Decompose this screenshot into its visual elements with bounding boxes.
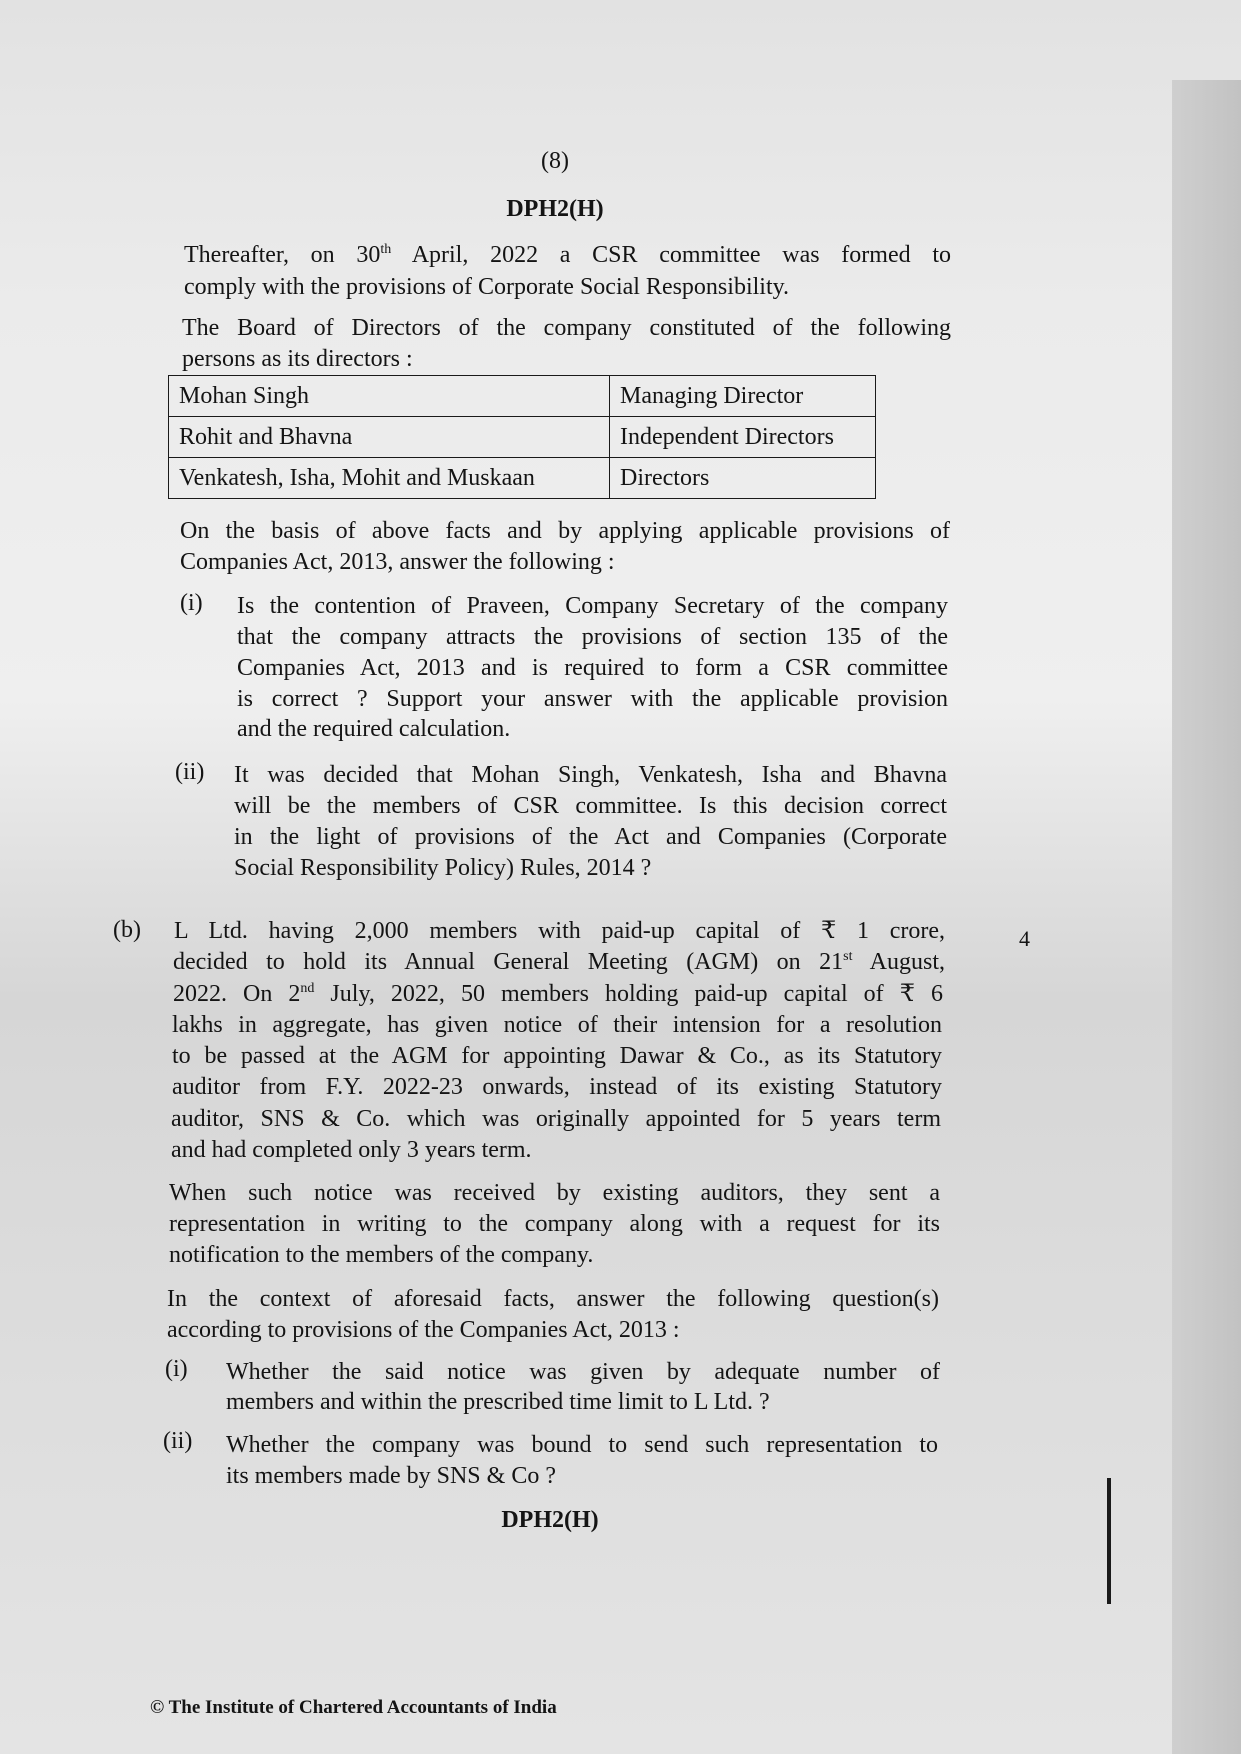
part-b-para1-line: auditor from F.Y. 2022-23 onwards, instead of its existing Statutory xyxy=(172,1074,942,1100)
part-b-label: (b) xyxy=(113,917,141,943)
director-name: Venkatesh, Isha, Mohit and Muskaan xyxy=(169,458,610,499)
basis-line-1: On the basis of above facts and by applying applicable provisions of xyxy=(180,518,950,544)
part-b-para3-line: according to provisions of the Companies Act, 2013 : xyxy=(167,1317,680,1343)
marks: 4 xyxy=(1019,926,1030,951)
part-b-para2-line: representation in writing to the company along with a request for its xyxy=(169,1211,940,1237)
part-b-para3-line: In the context of aforesaid facts, answer the following question(s) xyxy=(167,1286,939,1312)
question-a-ii-line: will be the members of CSR committee. Is this decision correct xyxy=(234,793,947,819)
intro-line-3: The Board of Directors of the company constituted of the following xyxy=(182,315,951,341)
question-b-ii-line: Whether the company was bound to send such representation to xyxy=(226,1432,938,1458)
question-a-i-line: is correct ? Support your answer with the applicable provision xyxy=(237,686,948,712)
copyright-notice: © The Institute of Chartered Accountants of India xyxy=(150,1697,557,1718)
directors-table xyxy=(168,375,876,499)
paper-code: DPH2(H) xyxy=(506,196,604,222)
basis-line-2: Companies Act, 2013, answer the following : xyxy=(180,549,615,575)
question-label: (i) xyxy=(165,1356,188,1382)
question-a-ii-line: in the light of provisions of the Act and Companies (Corporate xyxy=(234,824,947,850)
question-a-i-line: Is the contention of Praveen, Company Secretary of the company xyxy=(237,593,948,619)
part-b-para1-line: to be passed at the AGM for appointing Dawar & Co., as its Statutory xyxy=(172,1043,942,1069)
question-b-i-line: members and within the prescribed time limit to L Ltd. ? xyxy=(226,1389,770,1415)
margin-mark xyxy=(1107,1478,1111,1604)
table-row xyxy=(169,376,876,417)
table-row xyxy=(169,458,876,499)
question-label: (ii) xyxy=(163,1428,193,1454)
director-role: Independent Directors xyxy=(610,417,876,458)
part-b-para1-line: 2022. On 2nd July, 2022, 50 members holding paid-up capital of ₹ 6 xyxy=(173,981,943,1007)
part-b-para1-line: auditor, SNS & Co. which was originally appointed for 5 years term xyxy=(171,1106,941,1132)
question-a-ii-line: It was decided that Mohan Singh, Venkatesh, Isha and Bhavna xyxy=(234,762,947,788)
director-name: Rohit and Bhavna xyxy=(169,417,610,458)
table-row xyxy=(169,417,876,458)
director-role: Directors xyxy=(610,458,876,499)
part-b-para2-line: notification to the members of the company. xyxy=(169,1242,594,1268)
part-b-para1-line: L Ltd. having 2,000 members with paid-up capital of ₹ 1 crore, xyxy=(174,918,945,944)
intro-line-1: Thereafter, on 30th April, 2022 a CSR committee was formed to xyxy=(184,242,952,268)
intro-line-4: persons as its directors : xyxy=(182,346,413,372)
question-a-i-line: and the required calculation. xyxy=(237,716,511,742)
part-b-para1-line: lakhs in aggregate, has given notice of their intension for a resolution xyxy=(172,1012,942,1038)
part-b-para2-line: When such notice was received by existing auditors, they sent a xyxy=(169,1180,940,1206)
page-number: (8) xyxy=(541,148,569,174)
part-b-para1-line: decided to hold its Annual General Meeting (AGM) on 21st August, xyxy=(173,949,946,975)
question-b-ii-line: its members made by SNS & Co ? xyxy=(226,1463,556,1489)
director-role: Managing Director xyxy=(610,376,876,417)
footer-paper-code: DPH2(H) xyxy=(501,1507,599,1533)
question-a-i-line: that the company attracts the provisions of section 135 of the xyxy=(237,624,948,650)
part-b-para1-line: and had completed only 3 years term. xyxy=(171,1137,532,1163)
question-a-i-line: Companies Act, 2013 and is required to form a CSR committee xyxy=(237,655,948,681)
page-edge-shadow xyxy=(1172,80,1241,1754)
director-name: Mohan Singh xyxy=(169,376,610,417)
question-label: (i) xyxy=(180,590,203,616)
question-b-i-line: Whether the said notice was given by adequate number of xyxy=(226,1359,940,1385)
question-a-ii-line: Social Responsibility Policy) Rules, 2014 ? xyxy=(234,855,652,881)
question-label: (ii) xyxy=(175,759,205,785)
intro-line-2: comply with the provisions of Corporate Social Responsibility. xyxy=(184,274,790,300)
